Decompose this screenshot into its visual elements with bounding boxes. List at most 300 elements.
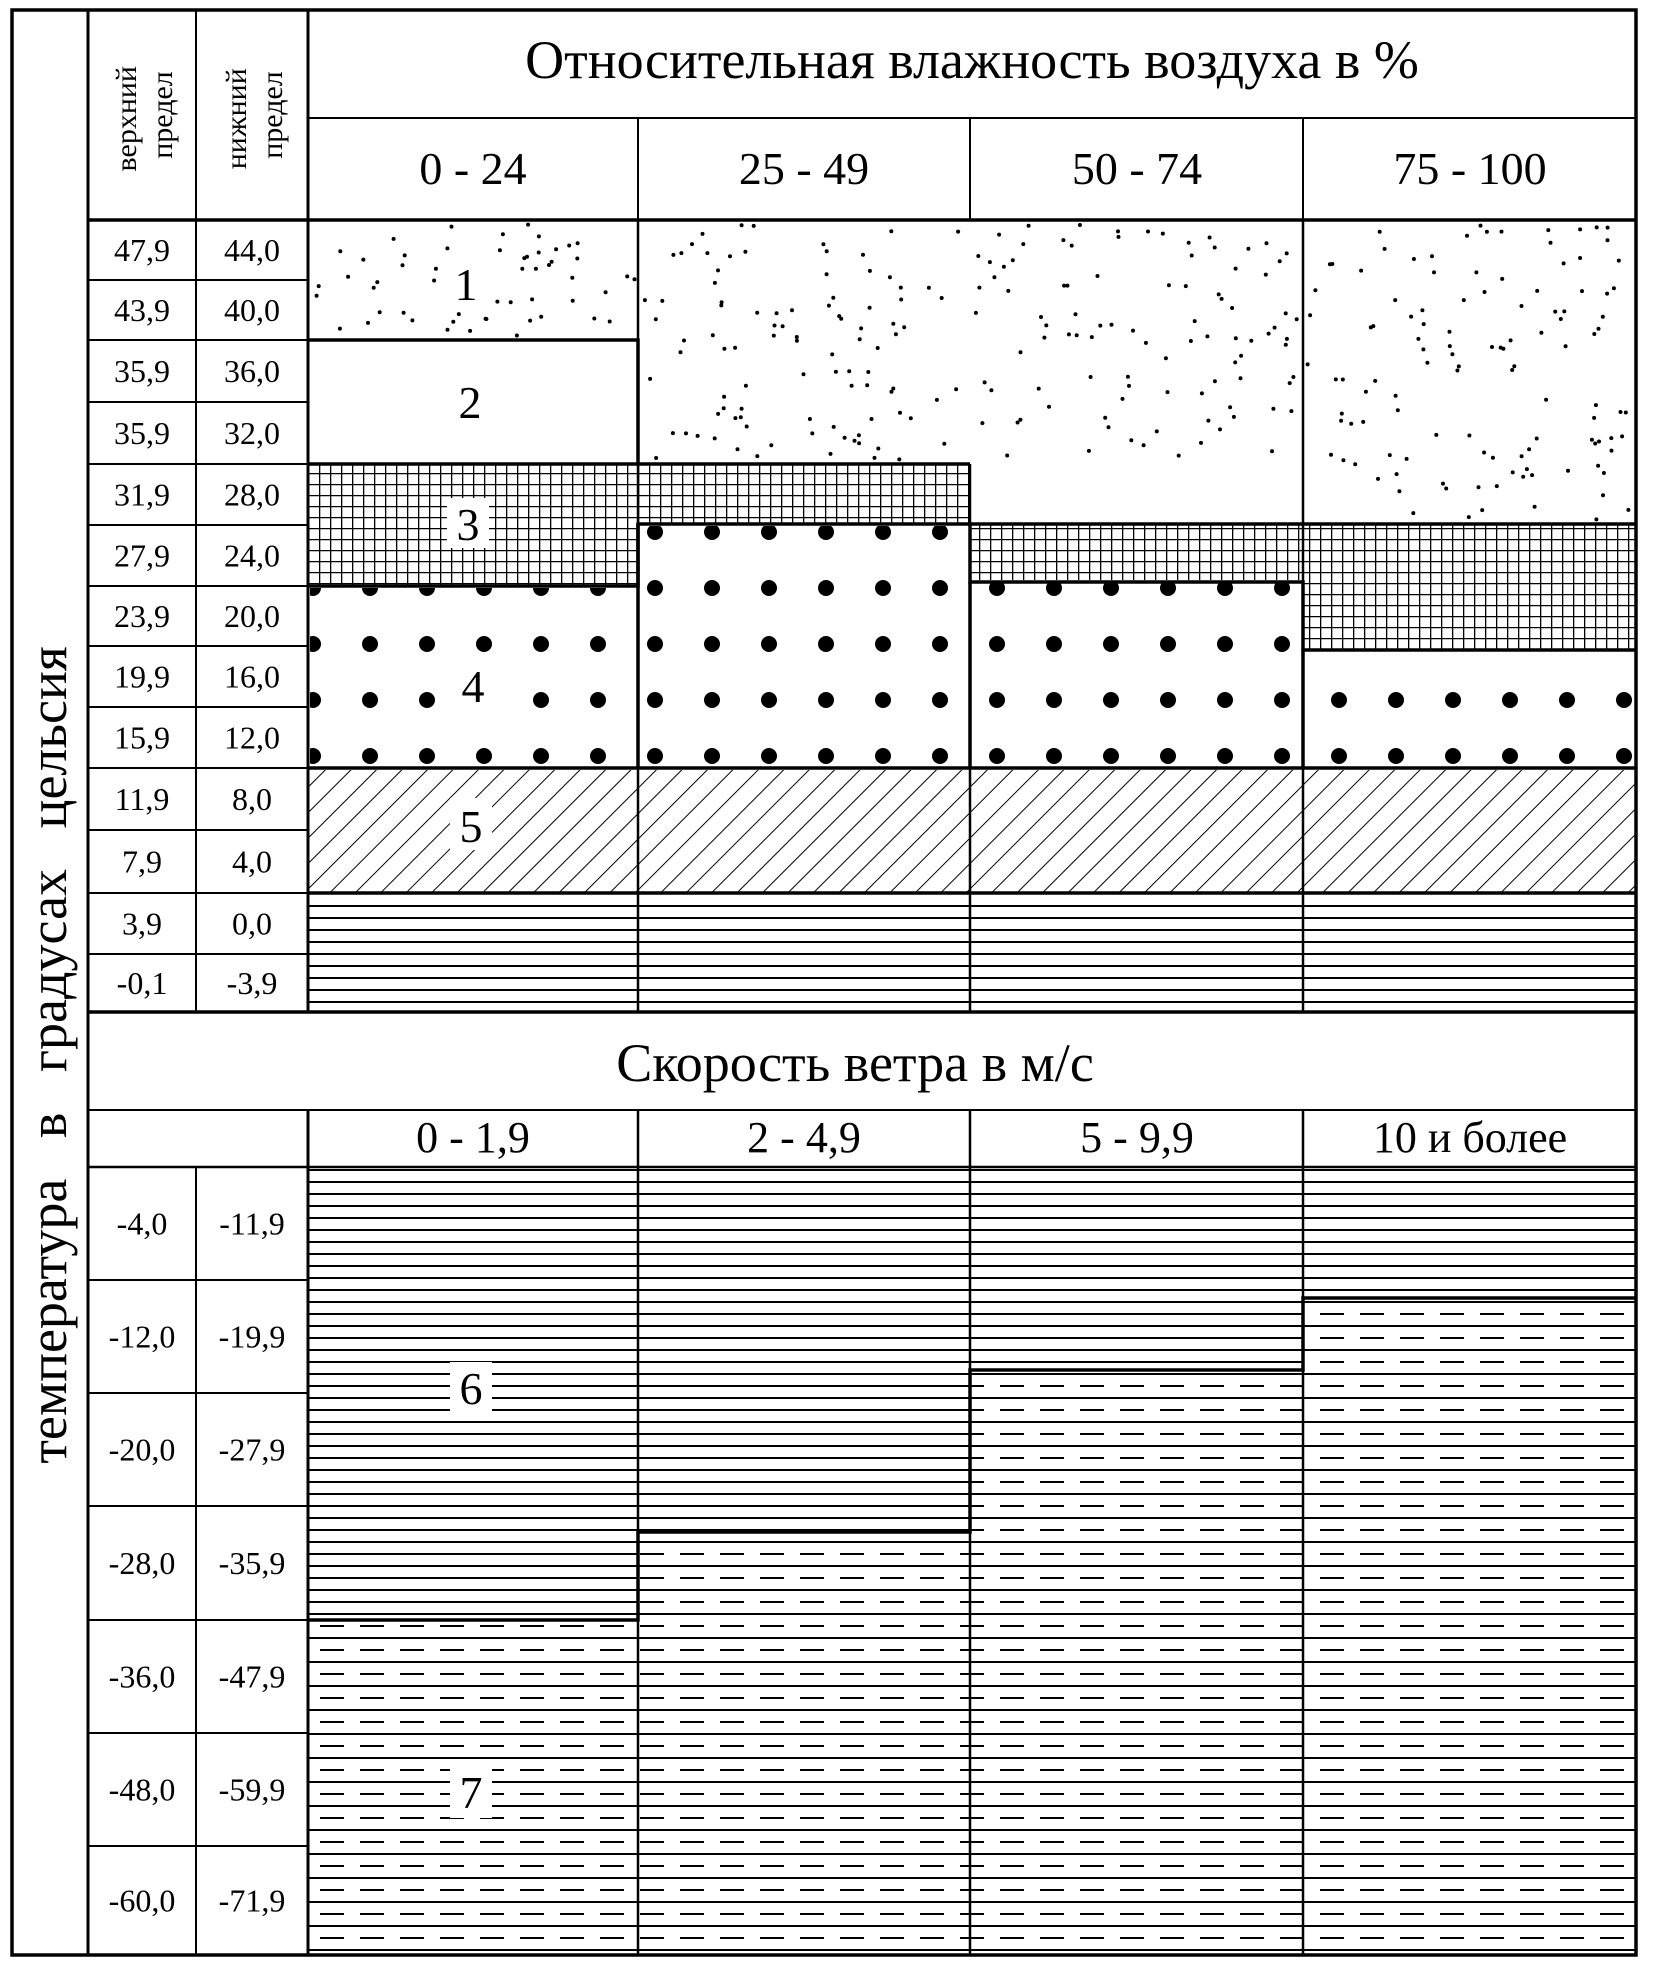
speckle-dot — [570, 276, 574, 280]
speckle-dot — [866, 370, 870, 374]
speckle-dot — [775, 311, 779, 315]
speckle-dot — [876, 346, 880, 350]
speckle-dot — [1465, 234, 1469, 238]
upper-limit-value: -20,0 — [108, 1431, 176, 1468]
speckle-dot — [1617, 259, 1621, 263]
speckle-dot — [679, 350, 683, 354]
wind-range-2: 2 - 4,9 — [747, 1113, 861, 1162]
speckle-dot — [1144, 341, 1148, 345]
speckle-dot — [1535, 289, 1539, 293]
speckle-dot — [1021, 242, 1025, 246]
speckle-dot — [977, 286, 981, 290]
upper-limit-value: 11,9 — [114, 781, 170, 817]
speckle-dot — [1411, 511, 1415, 515]
lower-limit-value: -3,9 — [226, 965, 278, 1001]
speckle-dot — [1432, 270, 1436, 274]
speckle-dot — [1535, 437, 1539, 441]
speckle-dot — [1103, 416, 1107, 420]
speckle-dot — [1434, 433, 1438, 437]
humidity-range-4: 75 - 100 — [1393, 143, 1547, 194]
speckle-dot — [567, 244, 571, 248]
lower-limit-value: 8,0 — [232, 781, 272, 817]
speckle-dot — [1562, 261, 1566, 265]
speckle-dot — [1087, 449, 1091, 453]
speckle-dot — [1544, 398, 1548, 402]
lower-limit-value: 20,0 — [224, 598, 280, 634]
speckle-dot — [898, 411, 902, 415]
lower-limit-value: 28,0 — [224, 476, 280, 513]
speckle-dot — [1096, 274, 1100, 278]
speckle-dot — [1612, 286, 1616, 290]
speckle-dot — [743, 250, 747, 254]
speckle-dot — [690, 242, 694, 246]
speckle-dot — [942, 442, 946, 446]
speckle-dot — [317, 284, 321, 288]
speckle-dot — [1512, 364, 1516, 368]
speckle-dot — [528, 319, 532, 323]
speckle-dot — [338, 327, 342, 331]
speckle-dot — [940, 296, 944, 300]
speckle-dot — [1482, 451, 1486, 455]
speckle-dot — [1117, 235, 1121, 239]
speckle-dot — [1270, 449, 1274, 453]
speckle-dot — [682, 339, 686, 343]
speckle-dot — [1131, 329, 1135, 333]
speckle-dot — [526, 223, 530, 227]
speckle-dot — [643, 298, 647, 302]
speckle-dot — [705, 251, 709, 255]
speckle-dot — [547, 263, 551, 267]
speckle-dot — [980, 421, 984, 425]
speckle-dot — [1619, 410, 1623, 414]
upper-limit-value: 27,9 — [114, 537, 170, 574]
speckle-dot — [1285, 337, 1289, 341]
upper-limit-value: 47,9 — [114, 232, 170, 268]
speckle-dot — [1161, 232, 1165, 236]
speckle-dot — [1005, 454, 1009, 458]
speckle-dot — [752, 224, 756, 228]
speckle-dot — [1206, 419, 1210, 423]
speckle-dot — [829, 452, 833, 456]
speckle-dot — [1047, 405, 1051, 409]
speckle-dot — [954, 387, 958, 391]
upper-limit-value: 31,9 — [114, 476, 170, 513]
lower-limit-value: -47,9 — [218, 1658, 286, 1695]
speckle-dot — [1509, 338, 1513, 342]
speckle-dot — [739, 415, 743, 419]
speckle-dot — [834, 370, 838, 374]
speckle-dot — [1578, 227, 1582, 231]
speckle-dot — [755, 454, 759, 458]
speckle-dot — [537, 251, 541, 255]
speckle-dot — [1193, 319, 1197, 323]
speckle-dot — [870, 417, 874, 421]
speckle-dot — [1388, 453, 1392, 457]
speckle-dot — [1580, 289, 1584, 293]
speckle-dot — [1490, 345, 1494, 349]
speckle-dot — [795, 335, 799, 339]
speckle-dot — [537, 234, 541, 238]
speckle-dot — [733, 416, 737, 420]
speckle-dot — [1027, 224, 1031, 228]
speckle-dot — [1199, 441, 1203, 445]
speckle-dot — [1416, 337, 1420, 341]
speckle-dot — [315, 294, 319, 298]
speckle-dot — [1562, 309, 1566, 313]
speckle-dot — [1462, 298, 1466, 302]
speckle-dot — [450, 225, 454, 229]
speckle-dot — [711, 333, 715, 337]
zone-label-5: 5 — [459, 801, 483, 852]
speckle-dot — [495, 300, 499, 304]
speckle-dot — [1070, 244, 1074, 248]
speckle-dot — [873, 456, 877, 460]
speckle-dot — [1412, 257, 1416, 261]
speckle-dot — [1167, 283, 1171, 287]
speckle-dot — [1044, 323, 1048, 327]
speckle-dot — [1146, 230, 1150, 234]
speckle-dot — [1061, 238, 1065, 242]
speckle-dot — [1511, 470, 1515, 474]
speckle-dot — [432, 279, 436, 283]
speckle-dot — [1190, 254, 1194, 258]
speckle-dot — [1264, 273, 1268, 277]
speckle-dot — [831, 296, 835, 300]
speckle-dot — [974, 311, 978, 315]
speckle-dot — [1110, 323, 1114, 327]
wind-title: Скорость ветра в м/с — [616, 1033, 1094, 1093]
upper-limit-value: 35,9 — [114, 415, 170, 451]
speckle-dot — [832, 425, 836, 429]
speckle-dot — [1605, 292, 1609, 296]
speckle-dot — [392, 237, 396, 241]
speckle-dot — [772, 334, 776, 338]
speckle-dot — [608, 320, 612, 324]
speckle-dot — [713, 436, 717, 440]
speckle-dot — [1601, 493, 1605, 497]
speckle-dot — [1234, 267, 1238, 271]
humidity-range-3: 50 - 74 — [1071, 143, 1203, 194]
speckle-dot — [857, 441, 861, 445]
speckle-dot — [1373, 379, 1377, 383]
speckle-dot — [1107, 425, 1111, 429]
speckle-dot — [1291, 375, 1295, 379]
speckle-dot — [501, 232, 505, 236]
speckle-dot — [736, 447, 740, 451]
speckle-dot — [1230, 306, 1234, 310]
speckle-dot — [1467, 434, 1471, 438]
speckle-dot — [988, 260, 992, 264]
speckle-dot — [1200, 391, 1204, 395]
speckle-dot — [1394, 394, 1398, 398]
speckle-dot — [865, 383, 869, 387]
lower-limit-value: 36,0 — [224, 353, 280, 389]
speckle-dot — [773, 324, 777, 328]
speckle-dot — [1129, 438, 1133, 442]
speckle-dot — [1592, 332, 1596, 336]
lower-limit-value: -35,9 — [218, 1545, 286, 1581]
speckle-dot — [1228, 405, 1232, 409]
speckle-dot — [1006, 289, 1010, 293]
lower-limit-value: -19,9 — [218, 1318, 286, 1355]
upper-limit-value: 7,9 — [122, 843, 162, 880]
speckle-dot — [1213, 246, 1217, 250]
speckle-dot — [1527, 447, 1531, 451]
speckle-dot — [1444, 487, 1448, 491]
speckle-dot — [401, 263, 405, 267]
speckle-dot — [1448, 344, 1452, 348]
lower-limit-value: 24,0 — [224, 537, 280, 574]
speckle-dot — [1218, 427, 1222, 431]
speckle-dot — [1234, 336, 1238, 340]
upper-limit-value: -28,0 — [108, 1545, 176, 1581]
speckle-dot — [722, 347, 726, 351]
speckle-dot — [520, 267, 524, 271]
speckle-dot — [1349, 422, 1353, 426]
speckle-dot — [740, 407, 744, 411]
speckle-dot — [1549, 241, 1553, 245]
speckle-dot — [1067, 332, 1071, 336]
speckle-dot — [728, 254, 732, 258]
speckle-dot — [701, 232, 705, 236]
speckle-dot — [868, 306, 872, 310]
speckle-dot — [876, 447, 880, 451]
speckle-dot — [1184, 284, 1188, 288]
speckle-dot — [1289, 409, 1293, 413]
speckle-dot — [1422, 322, 1426, 326]
speckle-dot — [891, 322, 895, 326]
speckle-dot — [1271, 407, 1275, 411]
upper-limit-header: верхний предел — [110, 66, 179, 172]
speckle-dot — [1525, 467, 1529, 471]
speckle-dot — [1177, 454, 1181, 458]
lower-limit-value: -59,9 — [218, 1771, 286, 1808]
speckle-dot — [899, 298, 903, 302]
speckle-dot — [1521, 475, 1525, 479]
speckle-dot — [1284, 343, 1288, 347]
speckle-dot — [1421, 347, 1425, 351]
speckle-dot — [1477, 485, 1481, 489]
speckle-dot — [795, 339, 799, 343]
speckle-dot — [539, 315, 543, 319]
humidity-range-2: 25 - 49 — [738, 143, 870, 194]
speckle-dot — [338, 249, 342, 253]
speckle-dot — [1308, 313, 1312, 317]
speckle-dot — [530, 297, 534, 301]
speckle-dot — [902, 325, 906, 329]
speckle-dot — [843, 436, 847, 440]
upper-limit-value: -60,0 — [108, 1882, 176, 1919]
temperature-axis-label: температура в градусах цельсия — [18, 646, 78, 1464]
speckle-dot — [927, 286, 931, 290]
speckle-dot — [1546, 228, 1550, 232]
speckle-dot — [684, 431, 688, 435]
speckle-dot — [1232, 415, 1236, 419]
speckle-dot — [1566, 469, 1570, 473]
speckle-dot — [1074, 312, 1078, 316]
zone-label-1: 1 — [454, 259, 478, 310]
speckle-dot — [857, 433, 861, 437]
speckle-dot — [671, 253, 675, 257]
lower-limit-header: нижний предел — [220, 68, 289, 170]
speckle-dot — [859, 326, 863, 330]
speckle-dot — [445, 246, 449, 250]
speckle-dot — [1155, 429, 1159, 433]
speckle-dot — [976, 254, 980, 258]
speckle-dot — [1397, 489, 1401, 493]
speckle-dot — [434, 267, 438, 271]
speckle-dot — [1239, 354, 1243, 358]
speckle-dot — [1609, 436, 1613, 440]
speckle-dot — [1313, 288, 1317, 292]
zone-label-4: 4 — [461, 661, 485, 712]
speckle-dot — [1330, 262, 1334, 266]
upper-limit-value: -36,0 — [108, 1658, 176, 1695]
lower-limit-value: -71,9 — [218, 1882, 286, 1919]
speckle-dot — [1606, 226, 1610, 230]
speckle-dot — [1500, 277, 1504, 281]
speckle-dot — [515, 334, 519, 338]
speckle-dot — [1520, 454, 1524, 458]
speckle-dot — [1533, 505, 1537, 509]
speckle-dot — [1597, 440, 1601, 444]
upper-limit-value: 15,9 — [114, 719, 170, 756]
lower-limit-value: 4,0 — [232, 843, 272, 880]
upper-limit-value: 19,9 — [114, 658, 170, 695]
speckle-dot — [1208, 236, 1212, 240]
speckle-dot — [1597, 327, 1601, 331]
speckle-dot — [1246, 247, 1250, 251]
speckle-dot — [1361, 420, 1365, 424]
speckle-dot — [1409, 315, 1413, 319]
speckle-dot — [361, 258, 365, 262]
upper-limit-value: 35,9 — [114, 353, 170, 389]
speckle-dot — [1430, 254, 1434, 258]
speckle-dot — [1164, 356, 1168, 360]
zone-label-6: 6 — [459, 1363, 483, 1414]
speckle-dot — [1078, 223, 1082, 227]
speckle-dot — [899, 286, 903, 290]
speckle-dot — [861, 253, 865, 257]
lower-limit-value: 0,0 — [232, 905, 272, 942]
lower-limit-value: 12,0 — [224, 719, 280, 756]
speckle-dot — [1116, 229, 1120, 233]
speckle-dot — [891, 387, 895, 391]
speckle-dot — [1341, 378, 1345, 382]
speckle-dot — [1233, 360, 1237, 364]
speckle-dot — [1510, 368, 1514, 372]
speckle-dot — [575, 257, 579, 261]
speckle-dot — [1606, 238, 1610, 242]
speckle-dot — [1353, 462, 1357, 466]
speckle-dot — [847, 369, 851, 373]
speckle-dot — [660, 299, 664, 303]
speckle-dot — [1474, 270, 1478, 274]
speckle-dot — [1019, 350, 1023, 354]
lower-limit-value: -27,9 — [218, 1431, 286, 1468]
speckle-dot — [1037, 387, 1041, 391]
speckle-dot — [810, 431, 814, 435]
speckle-dot — [1594, 517, 1598, 521]
speckle-dot — [1265, 241, 1269, 245]
speckle-dot — [366, 321, 370, 325]
speckle-dot — [894, 332, 898, 336]
speckle-dot — [1121, 397, 1125, 401]
speckle-dot — [858, 337, 862, 341]
speckle-dot — [1039, 315, 1043, 319]
speckle-dot — [1295, 317, 1299, 321]
zone-label-7: 7 — [459, 1767, 483, 1818]
speckle-dot — [1479, 224, 1483, 228]
speckle-dot — [410, 318, 414, 322]
speckle-dot — [625, 274, 629, 278]
speckle-dot — [716, 412, 720, 416]
speckle-dot — [1239, 376, 1243, 380]
speckle-dot — [1495, 484, 1499, 488]
speckle-dot — [1601, 315, 1605, 319]
speckle-dot — [671, 431, 675, 435]
wind-range-3: 5 - 9,9 — [1080, 1113, 1194, 1162]
speckle-dot — [402, 311, 406, 315]
speckle-dot — [1126, 375, 1130, 379]
speckle-dot — [745, 425, 749, 429]
speckle-dot — [1420, 308, 1424, 312]
speckle-dot — [1205, 334, 1209, 338]
speckle-dot — [468, 329, 472, 333]
speckle-dot — [1278, 259, 1282, 263]
speckle-dot — [830, 352, 834, 356]
speckle-dot — [722, 395, 726, 399]
speckle-dot — [654, 456, 658, 460]
humidity-range-1: 0 - 24 — [419, 143, 527, 194]
speckle-dot — [1425, 361, 1429, 365]
speckle-dot — [1220, 297, 1224, 301]
speckle-dot — [525, 255, 529, 259]
speckle-dot — [403, 253, 407, 257]
diagonal-zone-5 — [308, 770, 1636, 893]
speckle-dot — [744, 384, 748, 388]
speckle-dot — [1396, 408, 1400, 412]
speckle-dot — [781, 324, 785, 328]
speckle-dot — [853, 439, 857, 443]
speckle-dot — [897, 457, 901, 461]
speckle-dot — [648, 377, 652, 381]
speckle-dot — [1530, 473, 1534, 477]
speckle-dot — [696, 434, 700, 438]
speckle-dot — [935, 398, 939, 402]
speckle-dot — [1594, 403, 1598, 407]
speckle-dot — [1457, 364, 1461, 368]
speckle-dot — [1467, 515, 1471, 519]
speckle-dot — [534, 267, 538, 271]
speckle-dot — [1491, 456, 1495, 460]
speckle-dot — [1273, 326, 1277, 330]
speckle-dot — [1578, 256, 1582, 260]
speckle-dot — [1592, 416, 1596, 420]
lower-limit-value: 44,0 — [224, 232, 280, 268]
speckle-dot — [1089, 375, 1093, 379]
upper-limit-value: 3,9 — [122, 905, 162, 942]
speckle-dot — [722, 406, 726, 410]
speckle-dot — [1602, 471, 1606, 475]
upper-limit-value: 43,9 — [114, 292, 170, 328]
speckle-dot — [1539, 331, 1543, 335]
speckle-dot — [1378, 230, 1382, 234]
speckle-dot — [868, 269, 872, 273]
speckle-dot — [375, 280, 379, 284]
speckle-dot — [372, 286, 376, 290]
speckle-dot — [1288, 381, 1292, 385]
